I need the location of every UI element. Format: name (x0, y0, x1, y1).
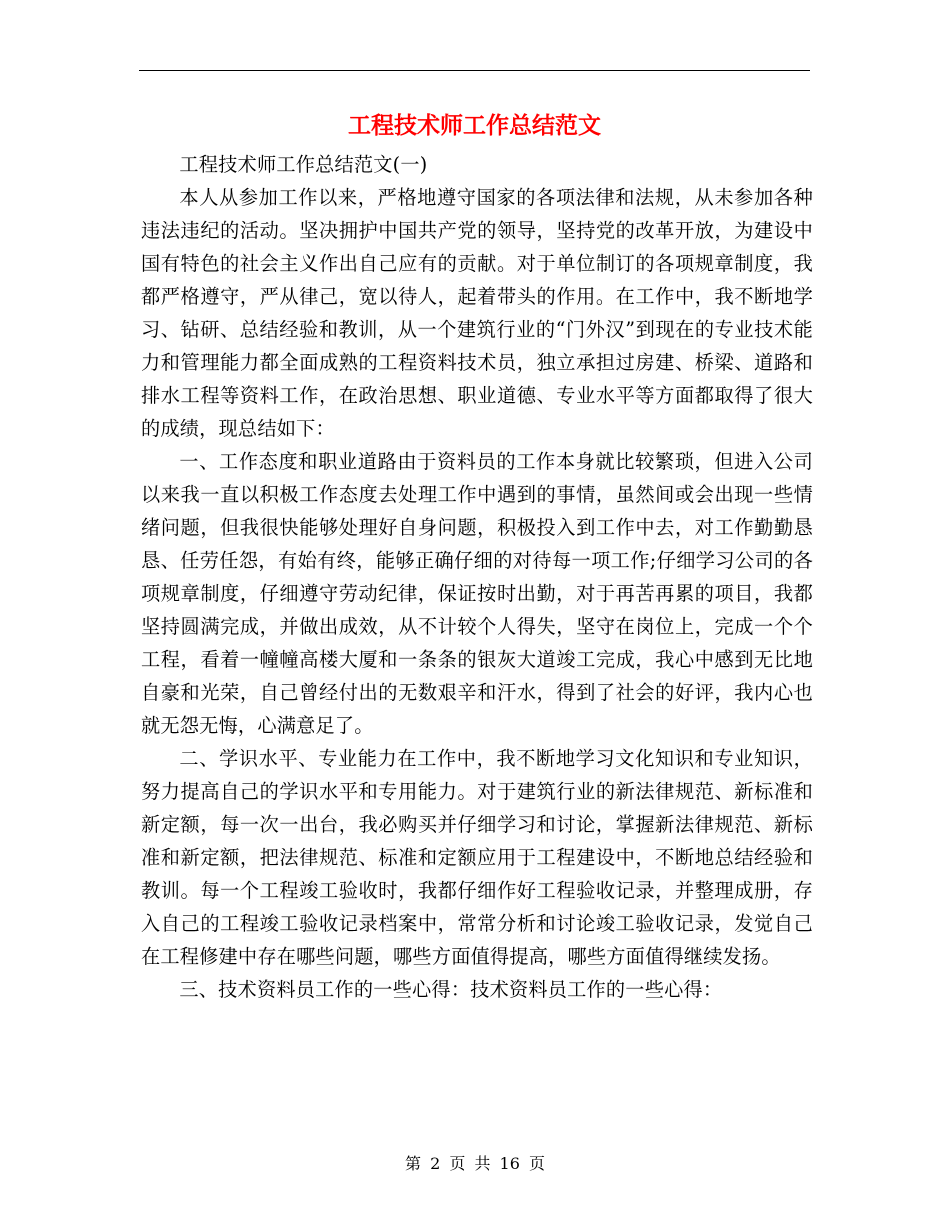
document-title: 工程技术师工作总结范文 (348, 113, 601, 139)
document-body (141, 148, 813, 1006)
intro-paragraph: 本人从参加工作以来，严格地遵守国家的各项法律和法规，从未参加各种违法违纪的活动。坚决拥护中国共产党的领导，坚持党的改革开放，为建设中国有特色的社会主义作出自己应有的贡献。对于单位制订的各项规章制度，我都严格遵守，严从律己，宽以待人，起着带头的作用。在工作中，我不断地学习、钻研、总结经验和教训，从一个建筑行业的“门外汉”到现在的专业技术能力和管理能力都全面成熟的工程资料技术员，独立承担过房建、桥梁、道路和排水工程等资料工作，在政治思想、职业道德、专业水平等方面都取得了很大的成绩，现总结如下： (141, 186, 813, 440)
subtitle-paragraph: 工程技术师工作总结范文(一) (179, 153, 428, 176)
section-two-paragraph: 二、学识水平、专业能力在工作中，我不断地学习文化知识和专业知识，努力提高自己的学识水平和专用能力。对于建筑行业的新法律规范、新标准和新定额，每一次一出台，我必购买并仔细学习和讨论，掌握新法律规范、新标准和新定额，把法律规范、标准和定额应用于工程建设中，不断地总结经验和教训。每一个工程竣工验收时，我都仔细作好工程验收记录，并整理成册，存入自己的工程竣工验收记录档案中，常常分析和讨论竣工验收记录，发觉自己在工程修建中存在哪些问题，哪些方面值得提高，哪些方面值得继续发扬。 (141, 747, 813, 968)
section-three-paragraph: 三、技术资料员工作的一些心得：技术资料员工作的一些心得： (179, 978, 723, 1001)
page-footer: 第 2 页 共 16 页 (405, 1154, 545, 1173)
header-rule (139, 70, 810, 71)
section-one-paragraph: 一、工作态度和职业道路由于资料员的工作本身就比较繁琐，但进入公司以来我一直以积极工作态度去处理工作中遇到的事情，虽然间或会出现一些情绪问题，但我很快能够处理好自身问题，积极投入到工作中去，对工作勤勤恳恳、任劳任怨，有始有终，能够正确仔细的对待每一项工作;仔细学习公司的各项规章制度，仔细遵守劳动纪律，保证按时出勤，对于再苦再累的项目，我都坚持圆满完成，并做出成效，从不计较个人得失，坚守在岗位上，完成一个个工程，看着一幢幢高楼大厦和一条条的银灰大道竣工完成，我心中感到无比地自豪和光荣，自己曾经付出的无数艰辛和汗水，得到了社会的好评，我内心也就无怨无悔，心满意足了。 (141, 450, 813, 737)
